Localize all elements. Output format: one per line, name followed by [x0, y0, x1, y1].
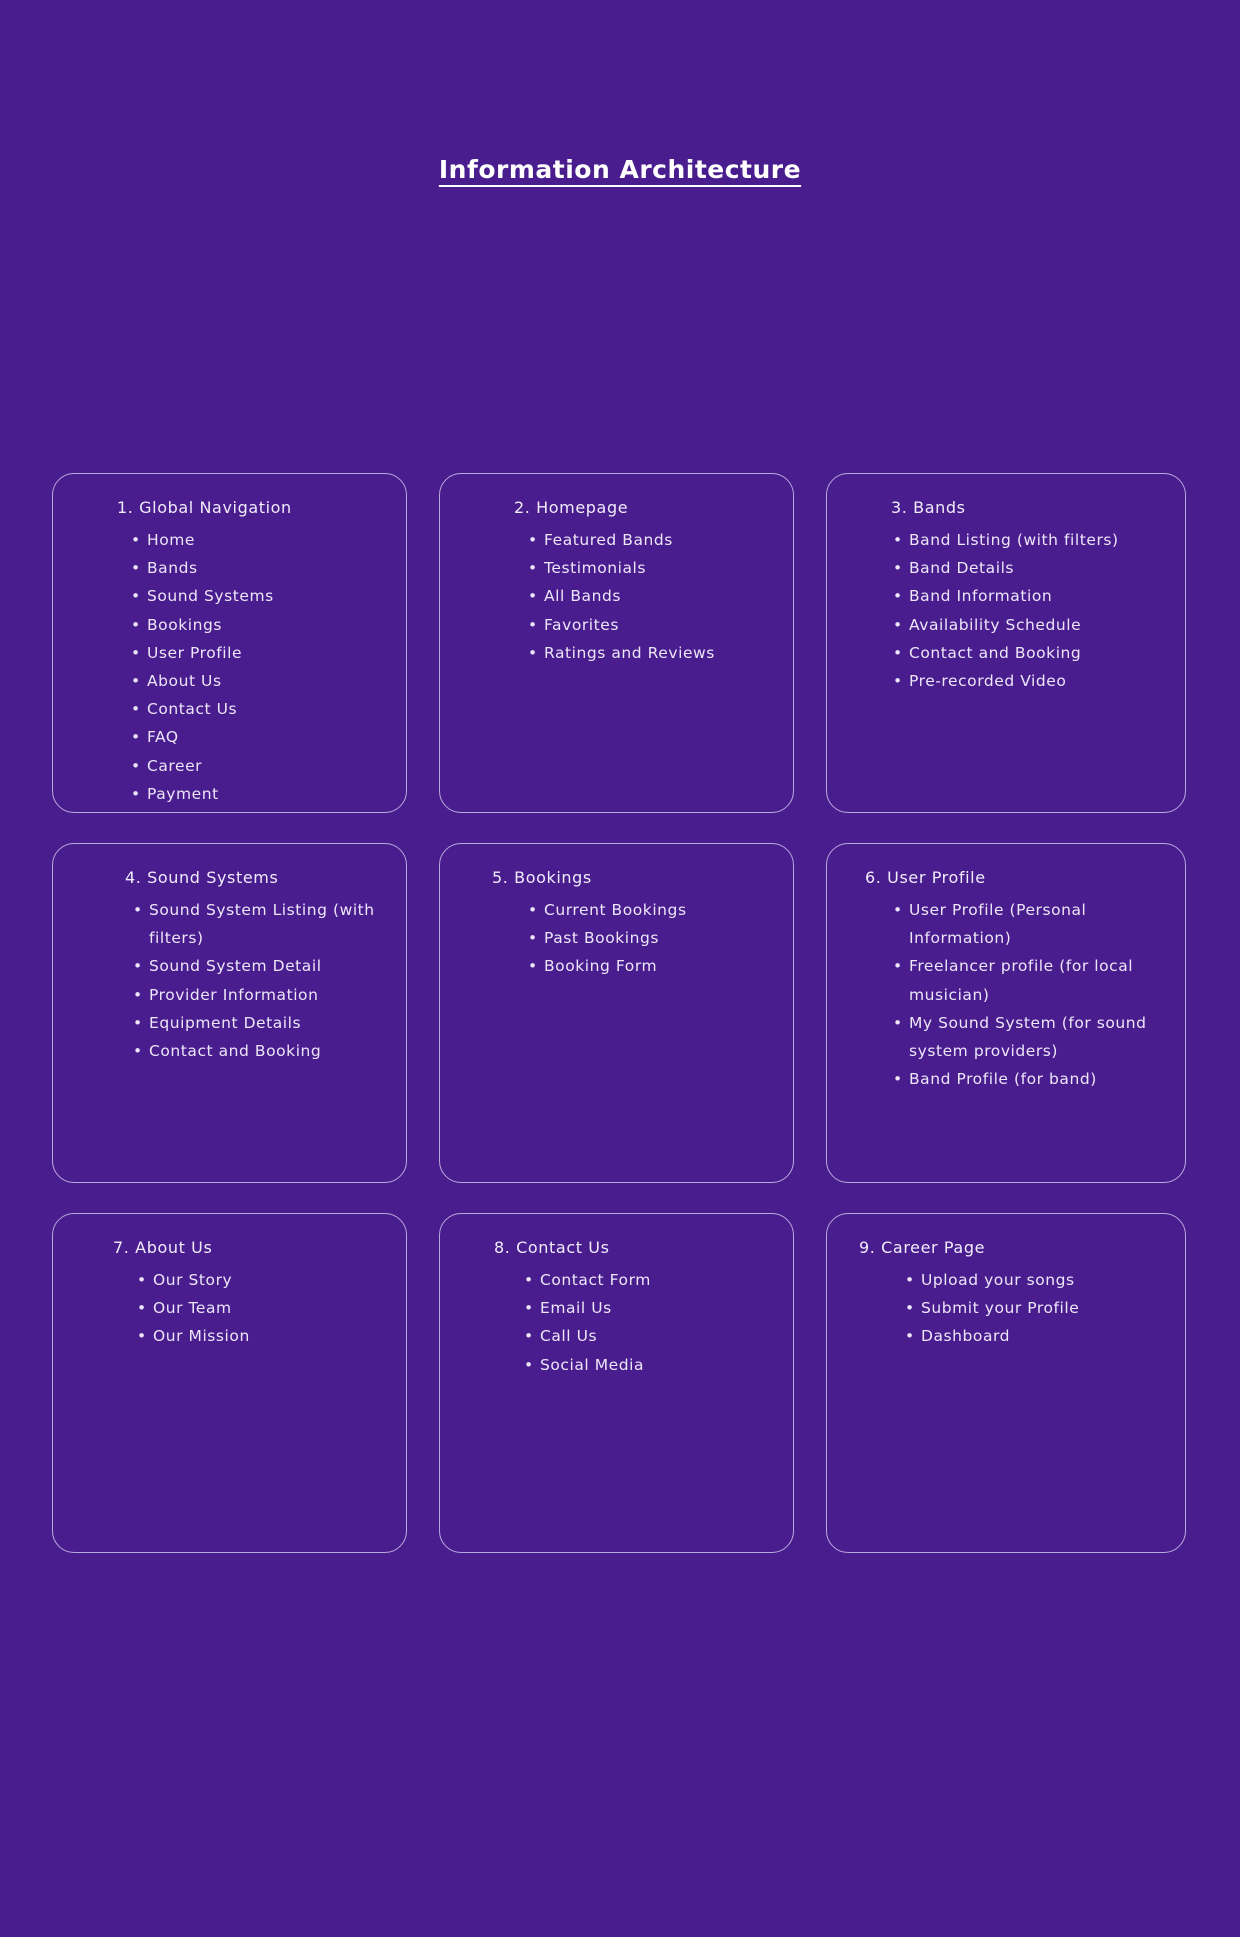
- card-global-navigation: [52, 473, 407, 813]
- list-item: • All Bands: [528, 582, 773, 610]
- card-item-list: [849, 896, 1165, 1093]
- list-item: • Contact Us: [131, 695, 386, 723]
- list-item: • Contact and Booking: [133, 1037, 386, 1065]
- card-item-list: [462, 896, 773, 981]
- list-item: • Bookings: [131, 611, 386, 639]
- card-title: 7. About Us: [113, 1238, 213, 1257]
- list-item: • Provider Information: [133, 981, 386, 1009]
- card-item-list: [849, 526, 1165, 695]
- list-item: • My Sound System (for sound system providers): [893, 1009, 1165, 1065]
- card-item-list: [462, 1266, 773, 1379]
- card-career-page: [826, 1213, 1186, 1553]
- list-item: • User Profile (Personal Information): [893, 896, 1165, 952]
- list-item: • Sound System Listing (with filters): [133, 896, 386, 952]
- card-title: 9. Career Page: [859, 1238, 986, 1257]
- card-bookings: [439, 843, 794, 1183]
- ia-diagram-page: [0, 155, 1240, 1937]
- list-item: • Ratings and Reviews: [528, 639, 773, 667]
- list-item: • Submit your Profile: [905, 1294, 1165, 1322]
- list-item: • Sound Systems: [131, 582, 386, 610]
- page-title: Information Architecture: [438, 155, 802, 184]
- card-bands: [826, 473, 1186, 813]
- list-item: • Bands: [131, 554, 386, 582]
- card-title: 8. Contact Us: [494, 1238, 610, 1257]
- list-item: • Band Information: [893, 582, 1165, 610]
- card-title: 1. Global Navigation: [117, 498, 292, 517]
- list-item: • Career: [131, 752, 386, 780]
- list-item: • Pre-recorded Video: [893, 667, 1165, 695]
- card-about-us: [52, 1213, 407, 1553]
- list-item: • Payment: [131, 780, 386, 808]
- list-item: • Featured Bands: [528, 526, 773, 554]
- card-sound-systems: [52, 843, 407, 1183]
- card-item-list: [75, 896, 386, 1065]
- list-item: • Availability Schedule: [893, 611, 1165, 639]
- card-user-profile: [826, 843, 1186, 1183]
- list-item: • Our Mission: [137, 1322, 386, 1350]
- list-item: • Current Bookings: [528, 896, 773, 924]
- list-item: • Sound System Detail: [133, 952, 386, 980]
- list-item: • Contact Form: [524, 1266, 773, 1294]
- list-item: • Our Story: [137, 1266, 386, 1294]
- list-item: • Booking Form: [528, 952, 773, 980]
- card-contact-us: [439, 1213, 794, 1553]
- list-item: • Call Us: [524, 1322, 773, 1350]
- list-item: • Freelancer profile (for local musician): [893, 952, 1165, 1008]
- list-item: • Past Bookings: [528, 924, 773, 952]
- card-title: 2. Homepage: [514, 498, 629, 517]
- card-homepage: [439, 473, 794, 813]
- list-item: • Email Us: [524, 1294, 773, 1322]
- card-item-list: [849, 1266, 1165, 1351]
- card-title: 4. Sound Systems: [125, 868, 279, 887]
- list-item: • Social Media: [524, 1351, 773, 1379]
- list-item: • Band Profile (for band): [893, 1065, 1165, 1093]
- card-title: 6. User Profile: [865, 868, 986, 887]
- list-item: • User Profile: [131, 639, 386, 667]
- list-item: • Contact and Booking: [893, 639, 1165, 667]
- list-item: • FAQ: [131, 723, 386, 751]
- card-title: 5. Bookings: [492, 868, 592, 887]
- list-item: • Dashboard: [905, 1322, 1165, 1350]
- list-item: • Our Team: [137, 1294, 386, 1322]
- card-item-list: [462, 526, 773, 667]
- list-item: • Upload your songs: [905, 1266, 1165, 1294]
- card-item-list: [75, 1266, 386, 1351]
- list-item: • Favorites: [528, 611, 773, 639]
- list-item: • About Us: [131, 667, 386, 695]
- cards-grid: [52, 473, 1204, 1553]
- list-item: • Band Details: [893, 554, 1165, 582]
- card-item-list: [75, 526, 386, 808]
- card-title: 3. Bands: [891, 498, 966, 517]
- list-item: • Band Listing (with filters): [893, 526, 1165, 554]
- list-item: • Equipment Details: [133, 1009, 386, 1037]
- list-item: • Home: [131, 526, 386, 554]
- list-item: • Testimonials: [528, 554, 773, 582]
